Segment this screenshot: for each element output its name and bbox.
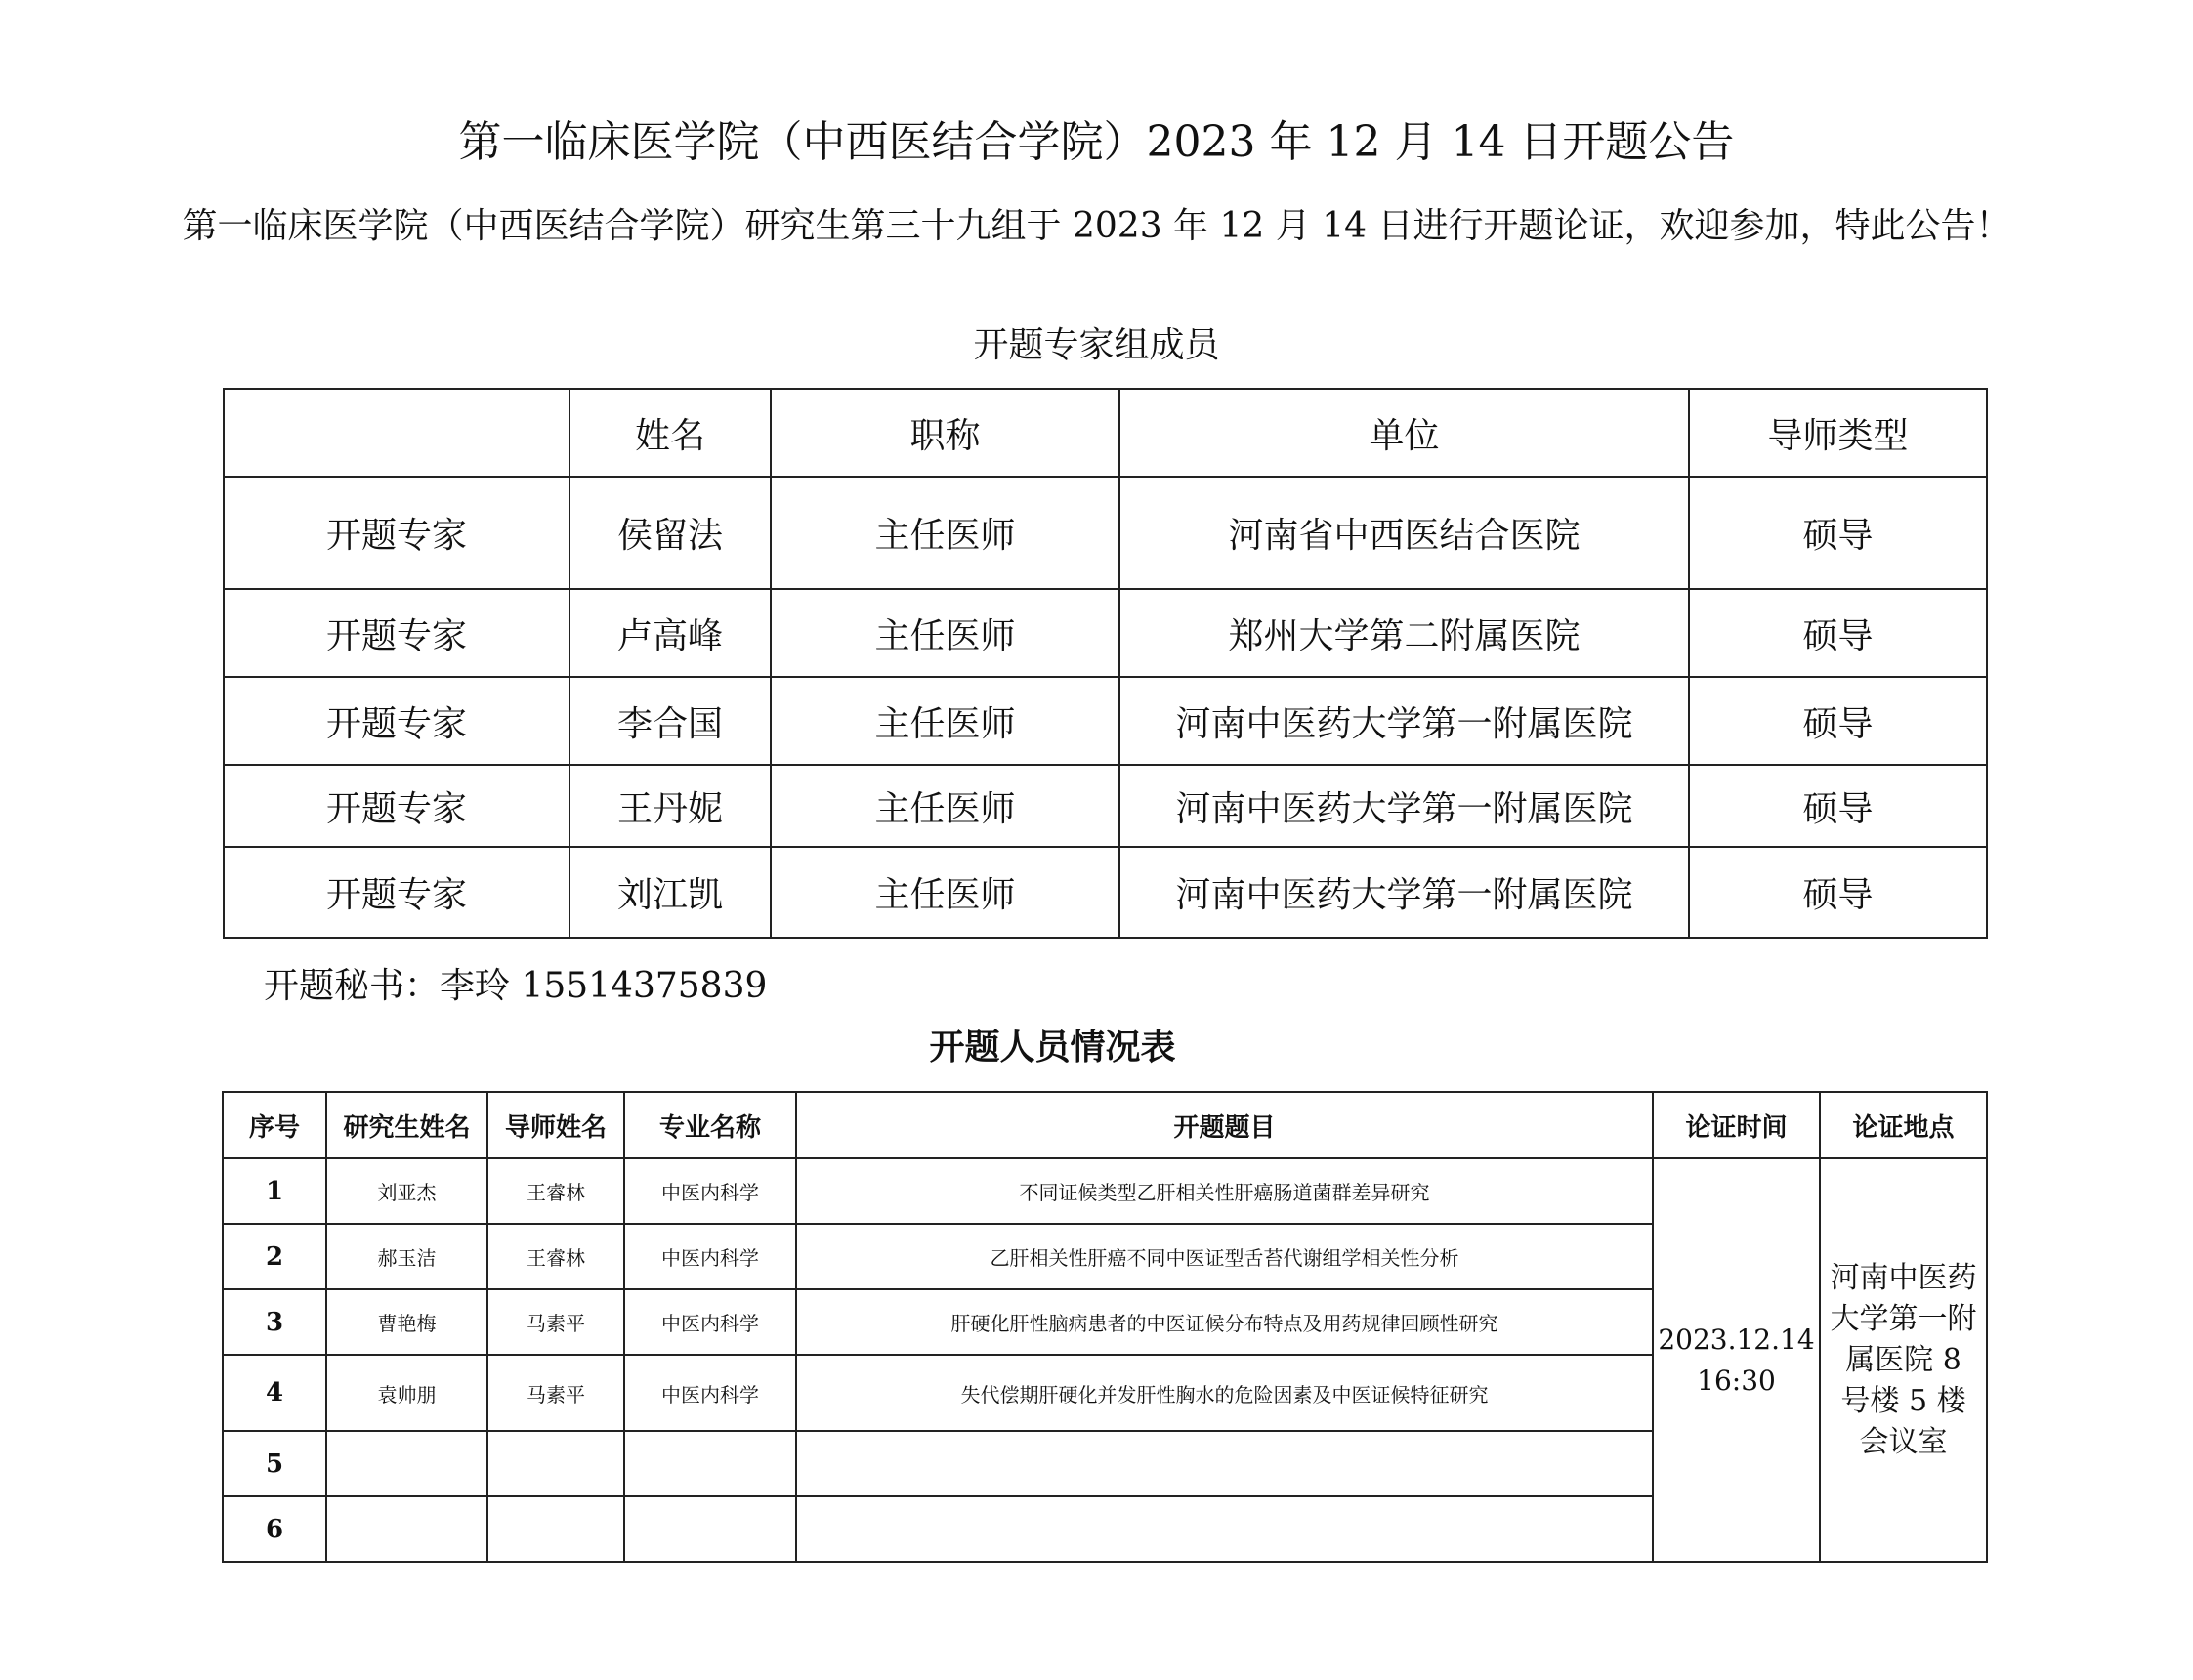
expert-row: [224, 847, 1987, 938]
expert-row: [224, 477, 1987, 589]
student-no: 6: [223, 1496, 326, 1562]
student-no: 5: [223, 1431, 326, 1496]
expert-type: 硕导: [1689, 765, 1987, 847]
expert-unit: 河南中医药大学第一附属医院: [1119, 765, 1689, 847]
secretary-contact: 开题秘书：李玲 15514375839: [264, 966, 768, 1006]
expert-title: 主任医师: [771, 765, 1119, 847]
experts-heading: 开题专家组成员: [973, 325, 1220, 365]
student-no: 3: [223, 1289, 326, 1355]
student-advisor: 马素平: [487, 1289, 624, 1355]
expert-unit: 郑州大学第二附属医院: [1119, 589, 1689, 677]
student-name: [326, 1496, 487, 1562]
expert-name: 刘江凯: [569, 847, 771, 938]
students-col-time: 论证时间: [1653, 1092, 1820, 1158]
expert-name: 侯留法: [569, 477, 771, 589]
experts-header-row: [224, 389, 1987, 477]
expert-type: 硕导: [1689, 589, 1987, 677]
expert-name: 卢高峰: [569, 589, 771, 677]
student-row: [223, 1158, 1987, 1224]
expert-row: [224, 677, 1987, 765]
student-name: 郝玉洁: [326, 1224, 487, 1289]
expert-row: [224, 589, 1987, 677]
students-table: [222, 1091, 1988, 1563]
page-title: 第一临床医学院（中西医结合学院）2023 年 12 月 14 日开题公告: [458, 117, 1735, 167]
student-topic: 乙肝相关性肝癌不同中医证型舌苔代谢组学相关性分析: [796, 1224, 1653, 1289]
student-topic: 不同证候类型乙肝相关性肝癌肠道菌群差异研究: [796, 1158, 1653, 1224]
student-name: [326, 1431, 487, 1496]
expert-role: 开题专家: [224, 589, 569, 677]
defense-clock: 16:30: [1697, 1364, 1776, 1397]
students-col-location: 论证地点: [1820, 1092, 1987, 1158]
expert-title: 主任医师: [771, 677, 1119, 765]
student-topic: [796, 1496, 1653, 1562]
defense-time: [1653, 1158, 1820, 1562]
student-name: 曹艳梅: [326, 1289, 487, 1355]
student-topic: 肝硬化肝性脑病患者的中医证候分布特点及用药规律回顾性研究: [796, 1289, 1653, 1355]
student-advisor: [487, 1496, 624, 1562]
student-no: 1: [223, 1158, 326, 1224]
expert-unit: 河南中医药大学第一附属医院: [1119, 677, 1689, 765]
student-advisor: 马素平: [487, 1355, 624, 1431]
defense-location: 河南中医药大学第一附属医院 8 号楼 5 楼会议室: [1820, 1158, 1987, 1562]
students-header-row: [223, 1092, 1987, 1158]
expert-type: 硕导: [1689, 847, 1987, 938]
student-name: 刘亚杰: [326, 1158, 487, 1224]
experts-table: [223, 388, 1988, 939]
expert-unit: 河南省中西医结合医院: [1119, 477, 1689, 589]
experts-col-title: 职称: [771, 389, 1119, 477]
experts-col-name: 姓名: [569, 389, 771, 477]
student-name: 袁帅朋: [326, 1355, 487, 1431]
student-major: [624, 1496, 796, 1562]
expert-role: 开题专家: [224, 677, 569, 765]
experts-col-unit: 单位: [1119, 389, 1689, 477]
student-topic: 失代偿期肝硬化并发肝性胸水的危险因素及中医证候特征研究: [796, 1355, 1653, 1431]
expert-row: [224, 765, 1987, 847]
students-col-student: 研究生姓名: [326, 1092, 487, 1158]
student-major: 中医内科学: [624, 1289, 796, 1355]
expert-role: 开题专家: [224, 477, 569, 589]
student-major: [624, 1431, 796, 1496]
expert-title: 主任医师: [771, 477, 1119, 589]
expert-type: 硕导: [1689, 477, 1987, 589]
student-topic: [796, 1431, 1653, 1496]
student-advisor: 王睿林: [487, 1224, 624, 1289]
student-advisor: 王睿林: [487, 1158, 624, 1224]
student-major: 中医内科学: [624, 1224, 796, 1289]
student-major: 中医内科学: [624, 1158, 796, 1224]
expert-title: 主任医师: [771, 847, 1119, 938]
student-no: 4: [223, 1355, 326, 1431]
defense-date: 2023.12.14: [1658, 1323, 1815, 1356]
expert-title: 主任医师: [771, 589, 1119, 677]
experts-col-type: 导师类型: [1689, 389, 1987, 477]
students-col-major: 专业名称: [624, 1092, 796, 1158]
announcement-intro: 第一临床医学院（中西医结合学院）研究生第三十九组于 2023 年 12 月 14 日进行开题论证，欢迎参加，特此公告！: [182, 206, 2011, 246]
expert-name: 李合国: [569, 677, 771, 765]
expert-unit: 河南中医药大学第一附属医院: [1119, 847, 1689, 938]
student-advisor: [487, 1431, 624, 1496]
student-no: 2: [223, 1224, 326, 1289]
students-heading: 开题人员情况表: [929, 1027, 1176, 1068]
student-major: 中医内科学: [624, 1355, 796, 1431]
experts-col-role: [224, 389, 569, 477]
expert-name: 王丹妮: [569, 765, 771, 847]
students-col-advisor: 导师姓名: [487, 1092, 624, 1158]
expert-role: 开题专家: [224, 847, 569, 938]
expert-role: 开题专家: [224, 765, 569, 847]
students-col-topic: 开题题目: [796, 1092, 1653, 1158]
expert-type: 硕导: [1689, 677, 1987, 765]
students-col-no: 序号: [223, 1092, 326, 1158]
